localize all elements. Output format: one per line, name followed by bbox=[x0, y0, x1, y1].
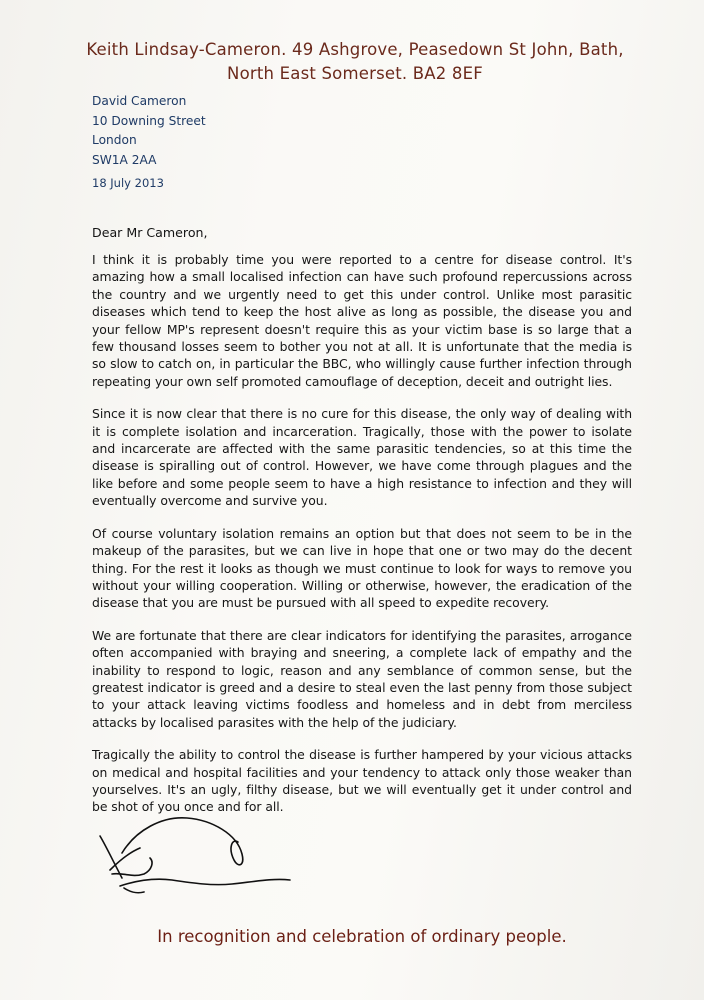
letterhead bbox=[60, 38, 650, 86]
body-paragraph: Tragically the ability to control the disease is further hampered by your vicious attacks on medical and hospital facilities and your tendency to attack only those weaker than yourselves. It's an ugly, filthy disease, but we will eventually get it under control and be shot of you once and for all. bbox=[92, 747, 632, 815]
recipient-address bbox=[92, 92, 206, 170]
recipient-name: David Cameron bbox=[92, 94, 187, 108]
motto-footer: In recognition and celebration of ordinary people. bbox=[157, 927, 567, 946]
body-paragraph: I think it is probably time you were reported to a centre for disease control. It's amazing how a small localised infection can have such profound repercussions across the country and we urgently need to get this under control. Unlike most parasitic diseases which tend to keep the host alive as long as possible, the disease you and your fellow MP's represent doesn't require this as your victim base is so large that a few thousand losses seem to bother you not at all. It is unfortunate that the media is so slow to catch on, in particular the BBC, who willingly cause further infection through repeating your own self promoted camouflage of deception, deceit and outright lies. bbox=[92, 252, 632, 389]
letterhead-address-line-2: North East Somerset. BA2 8EF bbox=[227, 64, 483, 83]
body-paragraph: Of course voluntary isolation remains an option but that does not seem to be in the makeup of the parasites, but we can live in hope that one or two may do the decent thing. For the rest it looks as though we must continue to look for ways to remove you without your willing cooperation. Willing or otherwise, however, the eradication of the disease that you are must be pursued with all speed to expedite recovery. bbox=[92, 525, 632, 611]
body-paragraph: Since it is now clear that there is no cure for this disease, the only way of dealing with it is complete isolation and incarceration. Tragically, those with the power to isolate and incarcerate are affected with the same parasitic tendencies, so at this time the disease is spiralling out of control. However, we have come through plagues and the like before and some people seem to have a high resistance to infection and they will eventually overcome and survive you. bbox=[92, 406, 632, 509]
recipient-city: London bbox=[92, 133, 137, 147]
letterhead-address-line-1: Keith Lindsay-Cameron. 49 Ashgrove, Peasedown St John, Bath, bbox=[86, 40, 624, 59]
body-paragraph: We are fortunate that there are clear indicators for identifying the parasites, arrogance often accompanied with braying and sneering, a complete lack of empathy and the inability to respond to logic, reason and any semblance of common sense, but the greatest indicator is greed and a desire to steal even the last penny from those subject to your attack leaving victims foodless and homeless and in debt from merciless attacks by localised parasites with the help of the judiciary. bbox=[92, 627, 632, 730]
handwritten-signature bbox=[92, 808, 312, 908]
salutation: Dear Mr Cameron, bbox=[92, 225, 208, 240]
letter-date: 18 July 2013 bbox=[92, 176, 164, 190]
recipient-postcode: SW1A 2AA bbox=[92, 152, 157, 167]
recipient-street: 10 Downing Street bbox=[92, 113, 206, 128]
letter-body bbox=[92, 251, 632, 831]
